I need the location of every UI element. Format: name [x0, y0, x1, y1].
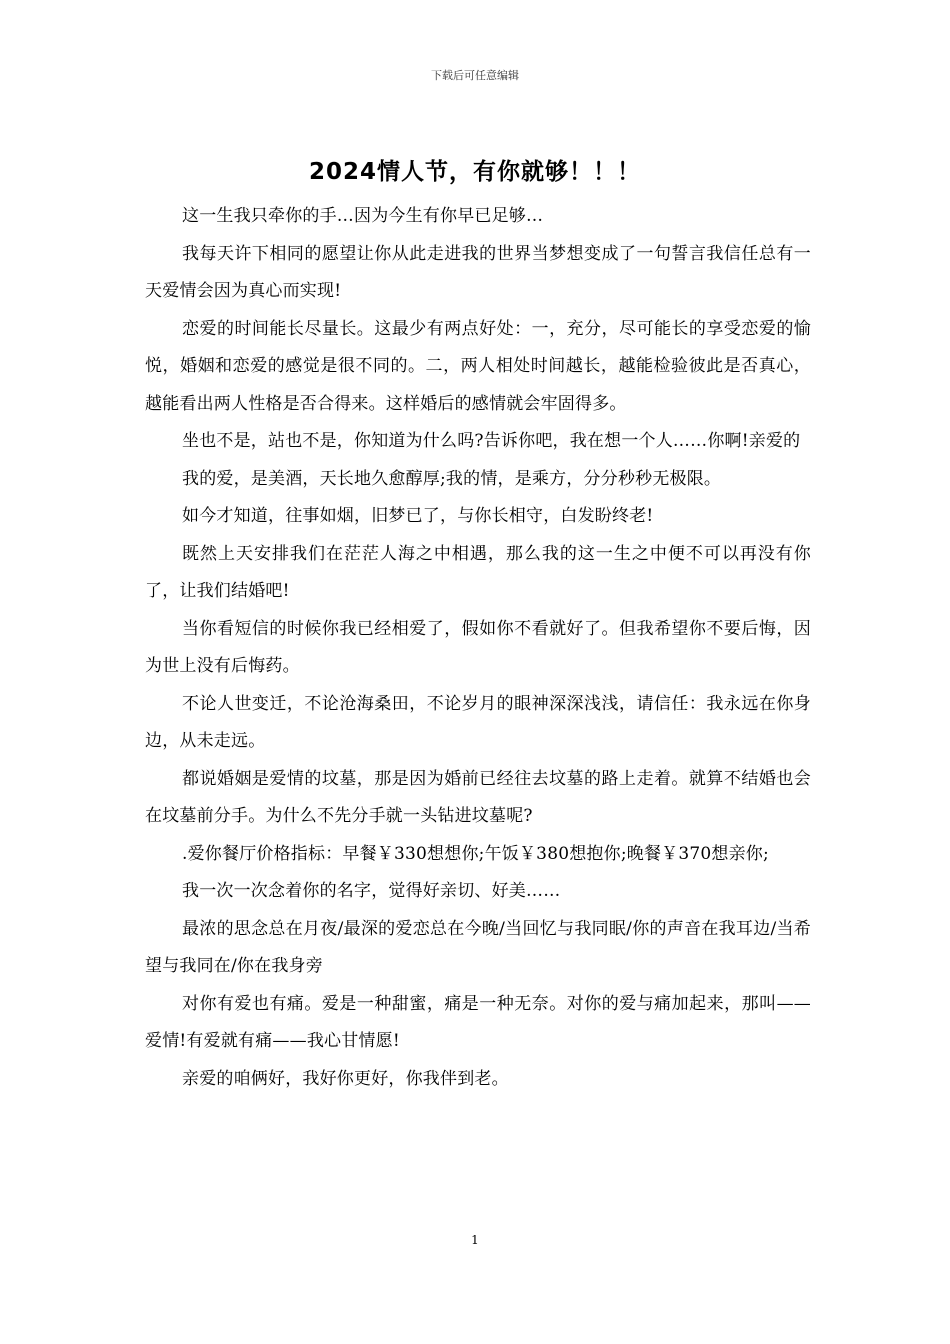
paragraph: 当你看短信的时候你我已经相爱了，假如你不看就好了。但我希望你不要后悔，因为世上没有后悔药。 — [145, 618, 811, 676]
paragraph: 最浓的思念总在月夜/最深的爱恋总在今晚/当回忆与我同眠/你的声音在我耳边/当希望与我同在/你在我身旁 — [145, 918, 811, 976]
paragraph: 我一次一次念着你的名字，觉得好亲切、好美…… — [182, 881, 561, 901]
document-title: 2024情人节，有你就够！！！ — [308, 159, 641, 185]
header-note: 下载后可任意编辑 — [431, 69, 519, 82]
paragraph: 如今才知道，往事如烟，旧梦已了，与你长相守，白发盼终老! — [182, 506, 654, 526]
paragraph: 既然上天安排我们在茫茫人海之中相遇，那么我的这一生之中便不可以再没有你了，让我们结婚吧! — [145, 543, 811, 601]
paragraph: 这一生我只牵你的手…因为今生有你早已足够… — [182, 206, 544, 226]
paragraph: 坐也不是，站也不是，你知道为什么吗?告诉你吧，我在想一个人……你啊!亲爱的 — [182, 431, 801, 451]
document-body — [145, 198, 811, 1098]
paragraph: 不论人世变迁，不论沧海桑田，不论岁月的眼神深深浅浅，请信任：我永远在你身边，从未走远。 — [145, 693, 811, 751]
paragraph: 都说婚姻是爱情的坟墓，那是因为婚前已经往去坟墓的路上走着。就算不结婚也会在坟墓前分手。为什么不先分手就一头钻进坟墓呢? — [145, 768, 811, 826]
page-number: 1 — [471, 1233, 479, 1247]
paragraph: .爱你餐厅价格指标：早餐￥330想想你;午饭￥380想抱你;晚餐￥370想亲你; — [182, 843, 769, 864]
paragraph: 我的爱，是美酒，天长地久愈醇厚;我的情，是乘方，分分秒秒无极限。 — [182, 468, 722, 489]
paragraph: 亲爱的咱俩好，我好你更好，你我伴到老。 — [182, 1068, 509, 1089]
paragraph: 对你有爱也有痛。爱是一种甜蜜，痛是一种无奈。对你的爱与痛加起来，那叫——爱情!有爱就有痛——我心甘情愿! — [145, 993, 811, 1051]
paragraph: 恋爱的时间能长尽量长。这最少有两点好处：一，充分，尽可能长的享受恋爱的愉悦，婚姻和恋爱的感觉是很不同的。二，两人相处时间越长，越能检验彼此是否真心，越能看出两人性格是否合得来。这样婚后的感情就会牢固得多。 — [145, 318, 811, 414]
paragraph: 我每天许下相同的愿望让你从此走进我的世界当梦想变成了一句誓言我信任总有一天爱情会因为真心而实现! — [145, 243, 811, 301]
